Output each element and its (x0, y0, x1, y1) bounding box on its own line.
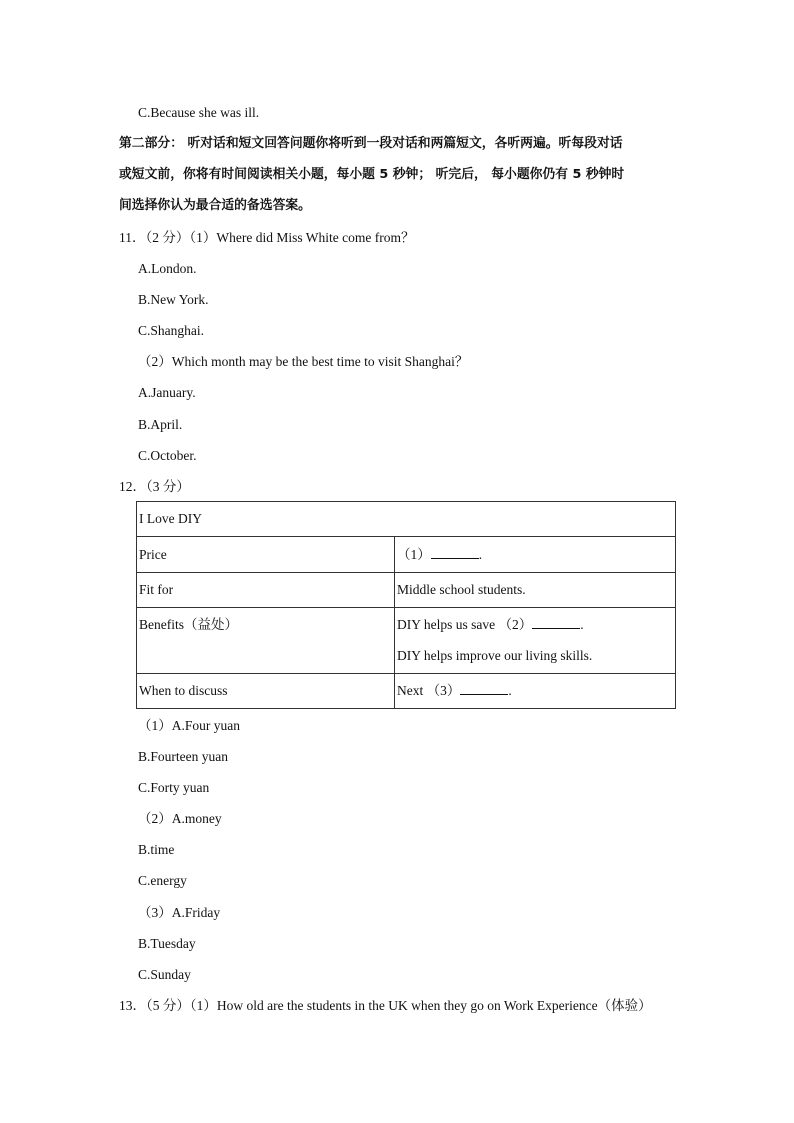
diy-info-table (136, 501, 676, 709)
blank-1 (431, 545, 479, 559)
q12-sub2-option-a: （2）A.money (138, 811, 222, 826)
table-title: I Love DIY (137, 502, 676, 537)
benefits-label (137, 608, 395, 674)
q11-sub1-option-a: A.London. (138, 261, 197, 276)
price-cell (395, 537, 676, 573)
q11-sub2-option-c: C.October. (138, 448, 197, 463)
when-cell (395, 674, 676, 709)
q12-sub1-option-c: C.Forty yuan (138, 780, 210, 795)
price-value: （1） (397, 546, 431, 562)
q11-sub2-option-a: A.January. (138, 385, 196, 400)
q11-sub1-option-b: B.New York. (138, 292, 209, 307)
option-c-ill: C.Because she was ill. (138, 105, 260, 120)
table-row-benefits (137, 608, 676, 674)
benefits-line1 (397, 615, 673, 635)
section2-instruction-line1: 第二部分： 听对话和短文回答问题你将听到一段对话和两篇短文，各听两遍。听每段对话 (119, 136, 623, 151)
table-row-fit (137, 573, 676, 608)
q11-sub2-question: （2）Which month may be the best time to visit Shanghai？ (138, 354, 469, 369)
benefits-line1-end: . (580, 617, 584, 632)
q12-sub2-option-c: C.energy (138, 873, 187, 888)
table-row-title (137, 502, 676, 537)
q11-sub2-option-b: B.April. (138, 417, 183, 432)
benefits-line2: DIY helps improve our living skills. (397, 648, 593, 663)
blank-3 (460, 681, 508, 695)
q12-sub3-option-a: （3）A.Friday (138, 905, 221, 920)
q12-sub2-option-b: B.time (138, 842, 175, 857)
q12-sub3-option-b: B.Tuesday (138, 936, 196, 951)
section2-instruction-line2: 或短文前，你将有时间阅读相关小题，每小题 5 秒钟； 听完后， 每小题你仍有 5 秒钟时 (119, 167, 625, 182)
section2-instruction-line3: 间选择你认为最合适的备选答案。 (119, 198, 311, 213)
q11-sub1-option-c: C.Shanghai. (138, 323, 204, 338)
fit-value: Middle school students. (395, 573, 676, 608)
question-11-header: 11．（2 分）（1）Where did Miss White come from？ (119, 230, 415, 245)
benefits-label-text: Benefits（益处） (139, 617, 238, 632)
price-end: . (478, 546, 483, 562)
when-label: When to discuss (137, 674, 395, 709)
question-12-header: 12．（3 分） (119, 479, 190, 494)
q12-sub1-option-a: （1）A.Four yuan (138, 718, 240, 733)
q12-sub1-option-b: B.Fourteen yuan (138, 749, 228, 764)
table-row-when (137, 674, 676, 709)
q12-sub3-option-c: C.Sunday (138, 967, 191, 982)
benefits-cell (395, 608, 676, 674)
question-13-header: 13．（5 分）（1）How old are the students in the UK when they go on Work Experience（体验） (119, 998, 652, 1013)
when-value: Next （3） (397, 683, 461, 698)
table-row-price (137, 537, 676, 573)
blank-2 (532, 615, 580, 629)
benefits-line1-text: DIY helps us save （2） (397, 617, 533, 632)
price-label: Price (137, 537, 395, 573)
fit-label: Fit for (137, 573, 395, 608)
when-end: . (508, 683, 512, 698)
